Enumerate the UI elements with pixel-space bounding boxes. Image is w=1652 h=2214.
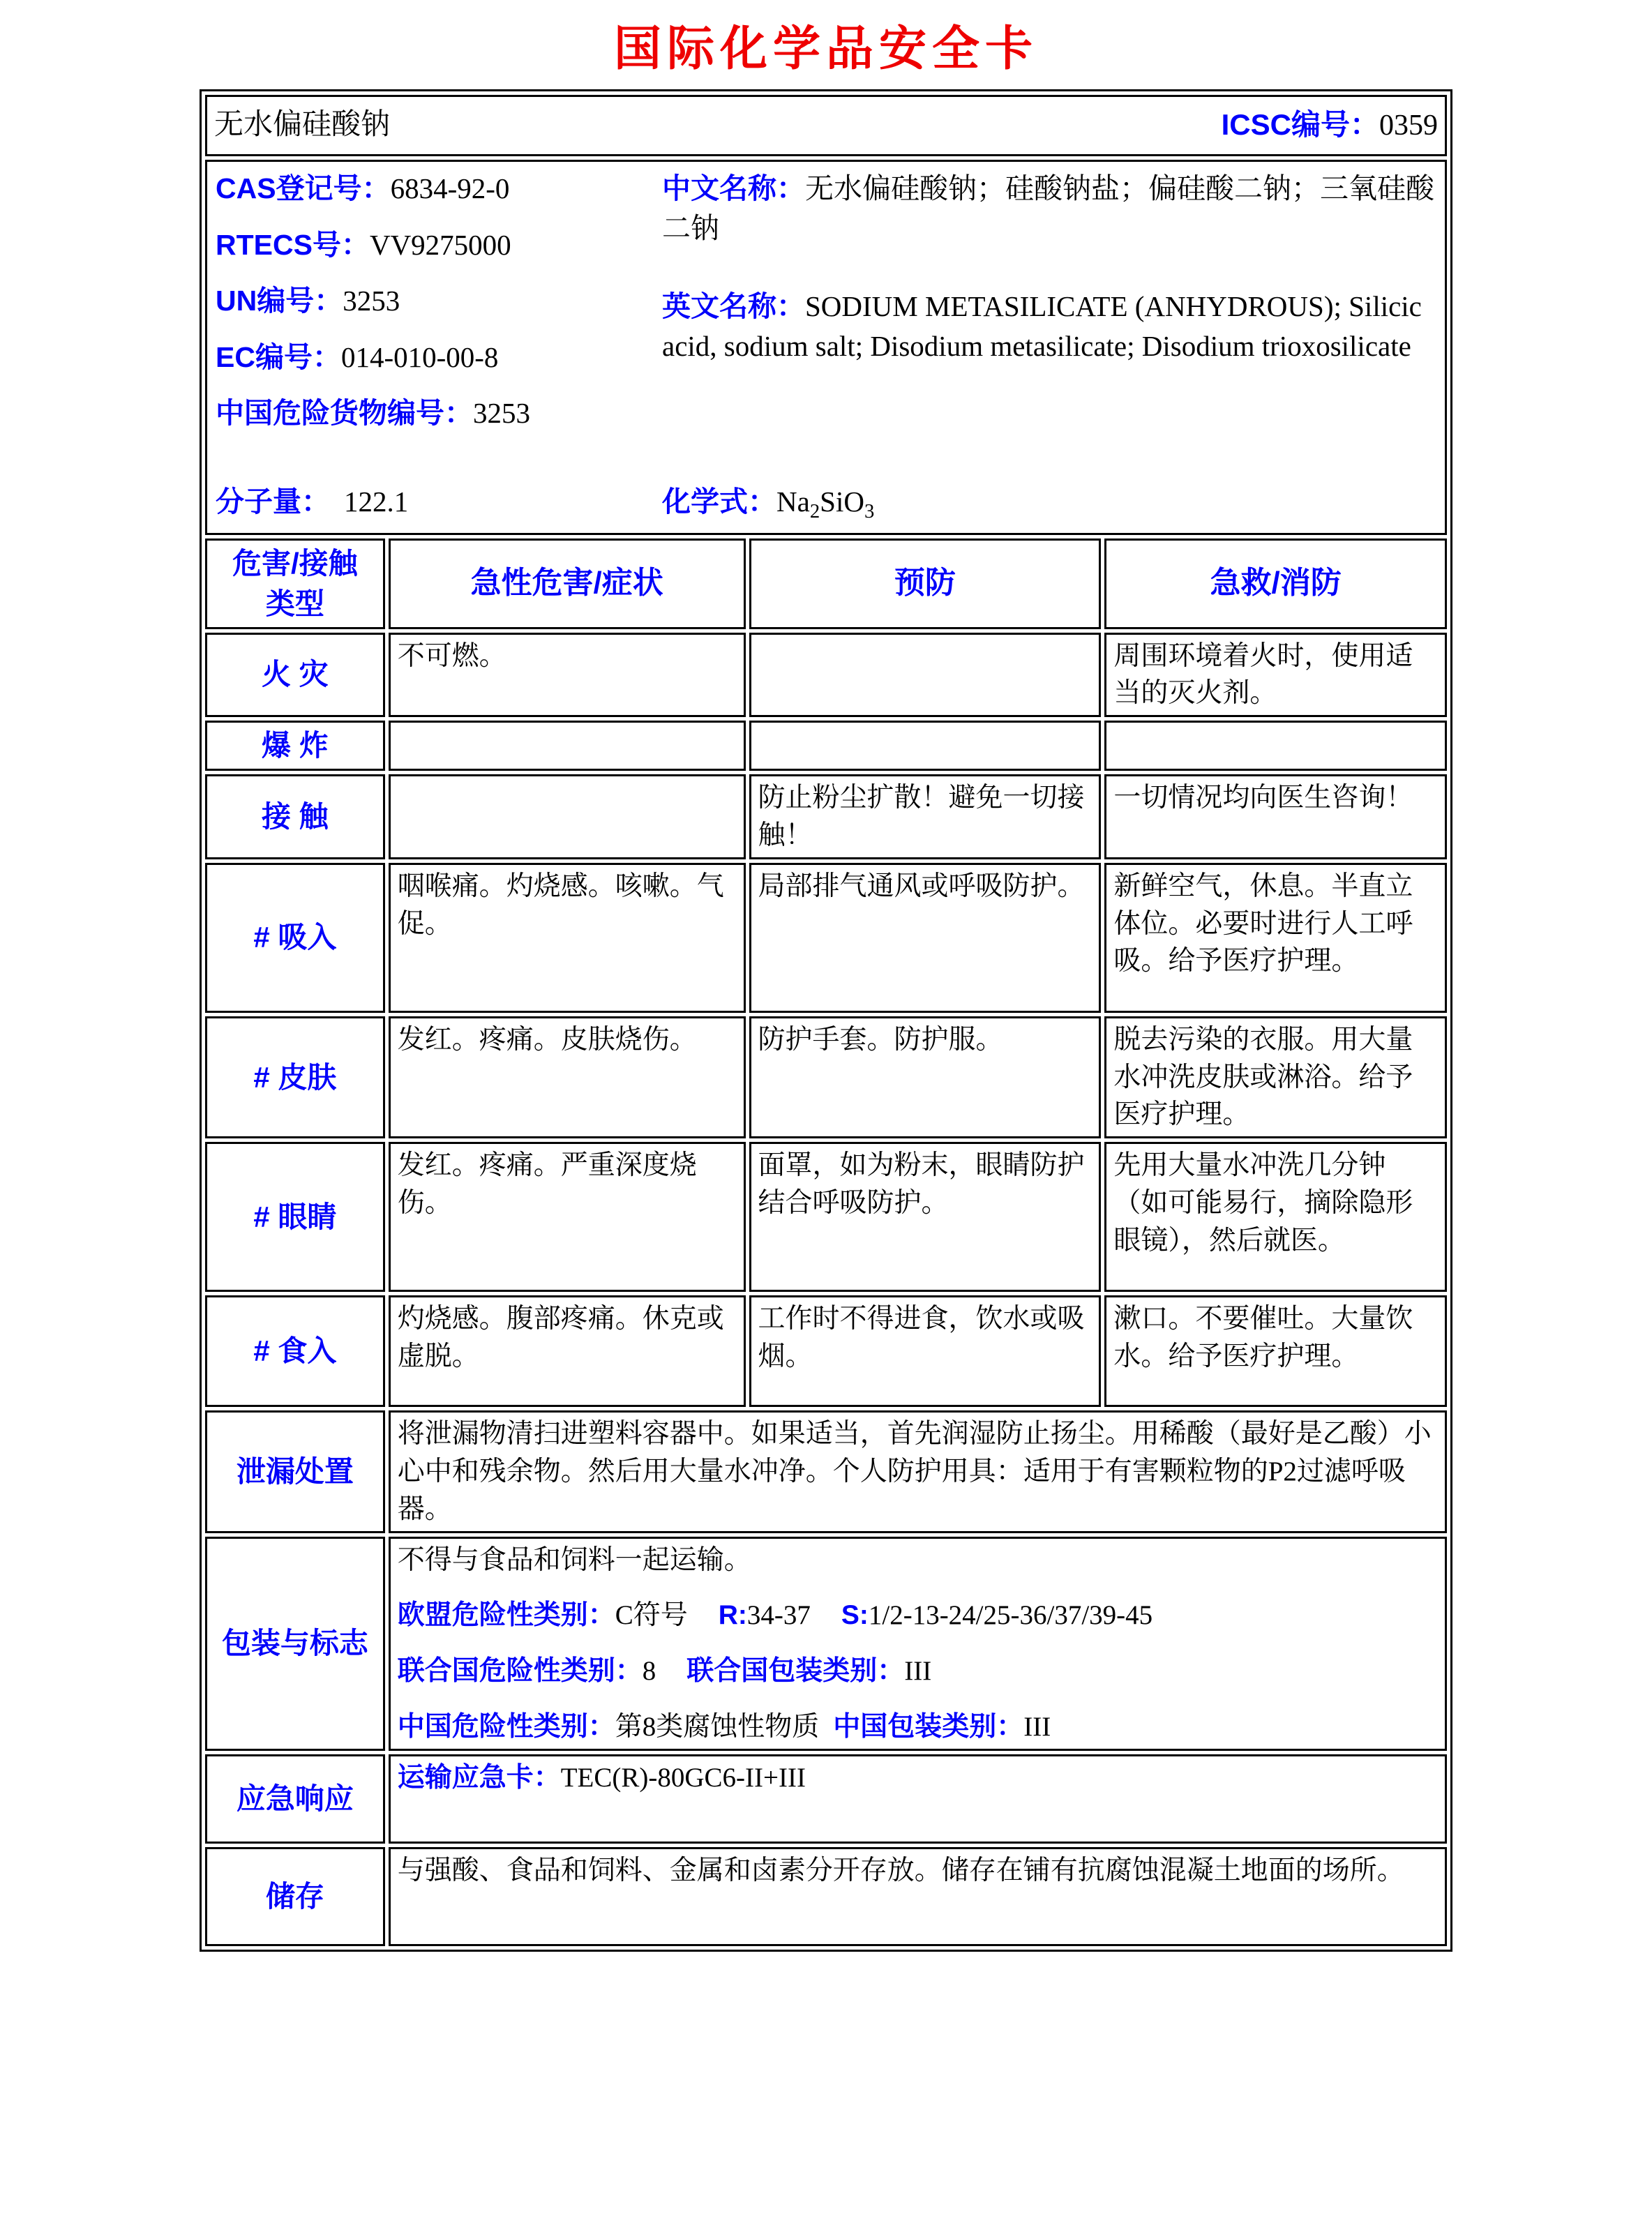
icsc-number-group [1222,105,1438,146]
fire-label: 火 灾 [205,633,385,718]
storage-row [205,1847,1447,1946]
explosion-prevention [749,721,1102,771]
icsc-number-value: 0359 [1379,110,1438,142]
eu-class-label: 欧盟危险性类别： [397,1600,615,1631]
eyes-prevention: 面罩，如为粉末，眼睛防护结合呼吸防护。 [749,1142,1102,1292]
emergency-row [205,1754,1447,1844]
hazard-row-inhalation [205,863,1447,1013]
identification-cell [205,160,1447,535]
spillage-label: 泄漏处置 [205,1410,385,1533]
s-value: 1/2-13-24/25-36/37/39-45 [868,1600,1153,1631]
names-block [662,169,1436,450]
identification-row [205,160,1447,535]
ingestion-symptoms: 灼烧感。腹部疼痛。休克或虚脱。 [389,1295,746,1407]
cas-value: 6834-92-0 [390,172,510,204]
hazard-row-skin [205,1016,1447,1138]
english-name-line [662,287,1436,366]
molecular-weight-label: 分子量： [216,485,330,518]
skin-symptoms: 发红。疼痛。皮肤烧伤。 [389,1016,746,1138]
ec-value: 014-010-00-8 [340,340,499,373]
exposure-label: 接 触 [205,774,385,859]
ec-label: EC编号： [216,340,341,373]
un-label: UN编号： [216,285,343,317]
un-pack-value: III [904,1656,932,1687]
spillage-row [205,1410,1447,1533]
english-name-value: SODIUM METASILICATE (ANHYDROUS); Silicic acid, sodium salt; Disodium metasilicate; Disodium trioxosilicate [662,290,1422,362]
explosion-symptoms [389,721,746,771]
fire-prevention [749,633,1102,718]
emergency-label: 应急响应 [205,1754,385,1844]
fire-symptoms: 不可燃。 [389,633,746,718]
hazard-header-symptoms: 急性危害/症状 [389,539,746,629]
substance-header-row [205,95,1447,156]
rtecs-value: VV9275000 [369,228,511,261]
ingestion-prevention: 工作时不得进食，饮水或吸烟。 [749,1295,1102,1407]
hazard-row-ingestion [205,1295,1447,1407]
substance-header-cell [205,95,1447,156]
formula-label: 化学式： [662,485,776,518]
storage-label: 储存 [205,1847,385,1946]
formula-line [662,482,874,526]
china-dg-value: 3253 [473,397,530,430]
storage-text: 与强酸、食品和饲料、金属和卤素分开存放。储存在铺有抗腐蚀混凝土地面的场所。 [389,1847,1447,1946]
r-value: 34-37 [746,1600,811,1631]
ingestion-first-aid: 漱口。不要催吐。大量饮水。给予医疗护理。 [1104,1295,1447,1407]
hazard-header-prevention: 预防 [749,539,1102,629]
exposure-first-aid: 一切情况均向医生咨询！ [1104,774,1447,859]
s-label: S: [841,1600,869,1631]
packaging-transport-note: 不得与食品和饲料一起运输。 [397,1544,751,1575]
formula-value: $Na_2SiO_3$ [776,485,875,523]
registry-numbers-block [216,169,662,450]
transport-card-label: 运输应急卡： [397,1762,561,1793]
inhalation-symptoms: 咽喉痛。灼烧感。咳嗽。气促。 [389,863,746,1013]
rtecs-label: RTECS号： [216,228,370,261]
inhalation-prevention: 局部排气通风或呼吸防护。 [749,863,1102,1013]
un-class-label: 联合国危险性类别： [397,1656,643,1687]
un-pack-label: 联合国包装类别： [686,1656,905,1687]
hazard-row-eyes [205,1142,1447,1292]
r-label: R: [718,1600,747,1631]
safety-card-table [202,91,1450,1950]
packaging-cn-line [398,1708,1438,1746]
skin-label: # 皮肤 [205,1016,385,1138]
cas-number-line [216,169,662,209]
rtecs-number-line [216,225,662,265]
un-value: 3253 [343,285,400,317]
explosion-first-aid [1104,721,1447,771]
cn-pack-label: 中国包装类别： [833,1712,1024,1742]
chinese-name-value: 无水偏硅酸钠；硅酸钠盐；偏硅酸二钠；三氧硅酸二钠 [662,172,1434,244]
cn-class-value: 第8类腐蚀性物质 [615,1712,820,1742]
eu-class-value: C符号 [615,1600,688,1631]
molecular-weight-line [216,482,662,526]
hazard-row-fire [205,633,1447,718]
inhalation-label: # 吸入 [205,863,385,1013]
packaging-un-line [398,1652,1438,1690]
inhalation-first-aid: 新鲜空气，休息。半直立体位。必要时进行人工呼吸。给予医疗护理。 [1104,863,1447,1013]
spillage-text: 将泄漏物清扫进塑料容器中。如果适当，首先润湿防止扬尘。用稀酸（最好是乙酸）小心中和残余物。然后用大量水冲净。个人防护用具：适用于有害颗粒物的P2过滤呼吸器。 [389,1410,1447,1533]
cn-pack-value: III [1023,1712,1051,1742]
hazard-header-first-aid: 急救/消防 [1104,539,1447,629]
hazard-header-type: 危害/接触 类型 [205,539,385,629]
substance-name: 无水偏硅酸钠 [214,109,391,142]
emergency-content [389,1754,1447,1844]
cn-class-label: 中国危险性类别： [397,1712,615,1742]
eyes-symptoms: 发红。疼痛。严重深度烧伤。 [389,1142,746,1292]
molecular-weight-value: 122.1 [344,485,409,518]
eyes-first-aid: 先用大量水冲洗几分钟（如可能易行，摘除隐形眼镜），然后就医。 [1104,1142,1447,1292]
explosion-label: 爆 炸 [205,721,385,771]
china-dg-number-line [216,393,662,433]
un-number-line [216,281,662,321]
skin-first-aid: 脱去污染的衣服。用大量水冲洗皮肤或淋浴。给予医疗护理。 [1104,1016,1447,1138]
fire-first-aid: 周围环境着火时，使用适当的灭火剂。 [1104,633,1447,718]
eyes-label: # 眼睛 [205,1142,385,1292]
exposure-symptoms [389,774,746,859]
skin-prevention: 防护手套。防护服。 [749,1016,1102,1138]
hazard-header-row [205,539,1447,629]
cas-label: CAS登记号： [216,172,391,204]
ec-number-line [216,338,662,377]
chinese-name-label: 中文名称： [662,172,805,204]
packaging-label: 包装与标志 [205,1537,385,1751]
packaging-eu-line [398,1597,1438,1634]
icsc-number-label: ICSC编号： [1221,108,1379,142]
transport-card-value: TEC(R)-80GC6-II+III [560,1762,806,1793]
un-class-value: 8 [642,1656,656,1687]
page-title: 国际化学品安全卡 [613,22,1038,75]
chinese-name-line [662,169,1436,248]
exposure-prevention: 防止粉尘扩散！避免一切接触！ [749,774,1102,859]
china-dg-label: 中国危险货物编号： [216,397,473,430]
packaging-row [205,1537,1447,1751]
hazard-row-exposure [205,774,1447,859]
english-name-label: 英文名称： [662,290,805,323]
packaging-content [389,1537,1447,1751]
hazard-row-explosion [205,721,1447,771]
safety-card [200,89,1452,1952]
ingestion-label: # 食入 [205,1295,385,1407]
